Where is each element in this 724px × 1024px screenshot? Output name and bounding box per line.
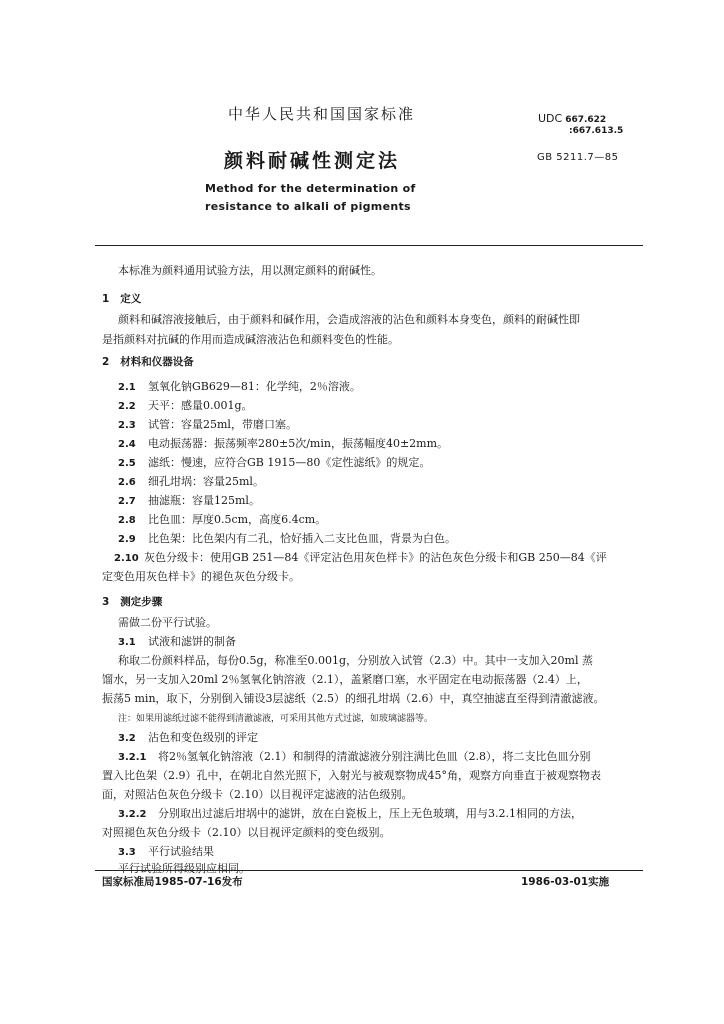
subsection-3-1-line-2: 馏水，另一支加入20ml 2％氢氧化钠溶液（2.1），盖紧磨口塞，水平固定在电动振荡器（2.4）上，: [102, 673, 588, 686]
section-3-heading: [102, 595, 162, 609]
section-1-heading: [102, 292, 141, 306]
subsection-3-1-line-3: 振荡5 min，取下，分别倒入铺设3层滤纸（2.5）的细孔坩埚（2.6）中，真空抽滤直至得到清澈滤液。: [102, 692, 605, 705]
subsection-3-2-heading: 3.2 沾色和变色级别的评定: [118, 731, 258, 744]
subsection-3-2-1-line-2: 置入比色架（2.9）孔中，在朝北自然光照下，入射光与被观察物成45°角，观察方向垂直于被观察物表: [102, 769, 601, 782]
section-1-number: 1: [102, 293, 110, 305]
document-title: 颜料耐碱性测定法: [224, 150, 401, 172]
section-1-title: 定义: [120, 293, 142, 305]
section-1-text-line-1: 颜料和碱溶液接触后，由于颜料和碱作用，会造成溶液的沾色和颜料本身变色，颜料的耐碱性即: [118, 313, 580, 326]
section-2-number: 2: [102, 356, 110, 368]
list-item-continuation: 定变色用灰色样卡》的褪色灰色分级卡。: [102, 570, 300, 583]
section-3-intro: 需做二份平行试验。: [118, 616, 217, 629]
header-divider: [95, 245, 643, 246]
section-3-number: 3: [102, 596, 110, 608]
udc-label: UDC: [538, 112, 563, 125]
english-title-line-2: resistance to alkali of pigments: [205, 200, 411, 213]
list-item: 2.2 天平：感量0.001g。: [118, 399, 253, 412]
list-item: 2.10 灰色分级卡：使用GB 251—84《评定沾色用灰色样卡》的沾色灰色分级卡和GB 250—84《评: [114, 551, 607, 564]
subsection-3-1-heading: 3.1 试液和滤饼的制备: [118, 635, 236, 648]
effective-date: 1986-03-01实施: [521, 876, 610, 888]
subsection-3-2-2-line-2: 对照褪色灰色分级卡（2.10）以目视评定颜料的变色级别。: [102, 826, 391, 839]
note: 注：如果用滤纸过滤不能得到清澈滤液，可采用其他方式过滤，如玻璃滤器等。: [118, 714, 434, 724]
section-1-text-line-2: 是指颜料对抗碱的作用而造成碱溶液沾色和颜料变色的性能。: [102, 333, 399, 346]
section-3-title: 测定步骤: [120, 596, 163, 608]
list-item: 2.5 滤纸：慢速，应符合GB 1915—80《定性滤纸》的规定。: [118, 456, 431, 469]
section-2-heading: [102, 355, 194, 369]
list-item: 2.1 氢氧化钠GB629—81：化学纯，2％溶液。: [118, 380, 361, 393]
list-item: 2.9 比色架：比色架内有二孔，恰好插入二支比色皿，背景为白色。: [118, 532, 456, 545]
list-item: 2.4 电动振荡器：振荡频率280±5次/min，振荡幅度40±2mm。: [118, 437, 449, 450]
footer-divider: [95, 870, 643, 871]
intro-paragraph: 本标准为颜料通用试验方法，用以测定颜料的耐碱性。: [118, 264, 382, 277]
section-2-title: 材料和仪器设备: [120, 356, 194, 368]
subsection-3-2-1-line-3: 面，对照沾色灰色分级卡（2.10）以目视评定滤液的沾色级别。: [102, 788, 413, 801]
issue-date: 国家标准局1985-07-16发布: [102, 876, 243, 888]
list-item: 2.7 抽滤瓶：容量125ml。: [118, 494, 260, 507]
english-title-line-1: Method for the determination of: [205, 182, 416, 195]
list-item: 2.8 比色皿：厚度0.5cm，高度6.4cm。: [118, 513, 327, 526]
subsection-3-3-line-1: 平行试验所得级别应相同。: [118, 862, 250, 875]
standard-number: GB 5211.7—85: [537, 152, 619, 163]
subsection-3-1-line-1: 称取二份颜料样品，每份0.5g，称准至0.001g，分别放入试管（2.3）中。其中一支加入20ml 蒸: [118, 654, 594, 667]
subsection-3-3-heading: 3.3 平行试验结果: [118, 845, 214, 858]
udc-value-1: 667.622: [565, 115, 607, 125]
udc-value-2: :667.613.5: [569, 126, 624, 136]
list-item: 2.3 试管：容量25ml，带磨口塞。: [118, 418, 297, 431]
subsection-3-2-1-line-1: 3.2.1 将2％氢氧化钠溶液（2.1）和制得的清澈滤液分别注满比色皿（2.8），将二支比色皿分别: [118, 750, 591, 763]
issuing-authority: 中华人民共和国国家标准: [228, 105, 416, 123]
subsection-3-2-2-line-1: 3.2.2 分别取出过滤后坩埚中的滤饼，放在白瓷板上，压上无色玻璃，用与3.2.1相同的方法，: [118, 807, 582, 820]
udc-code: [538, 112, 606, 125]
list-item: 2.6 细孔坩埚：容量25ml。: [118, 475, 264, 488]
